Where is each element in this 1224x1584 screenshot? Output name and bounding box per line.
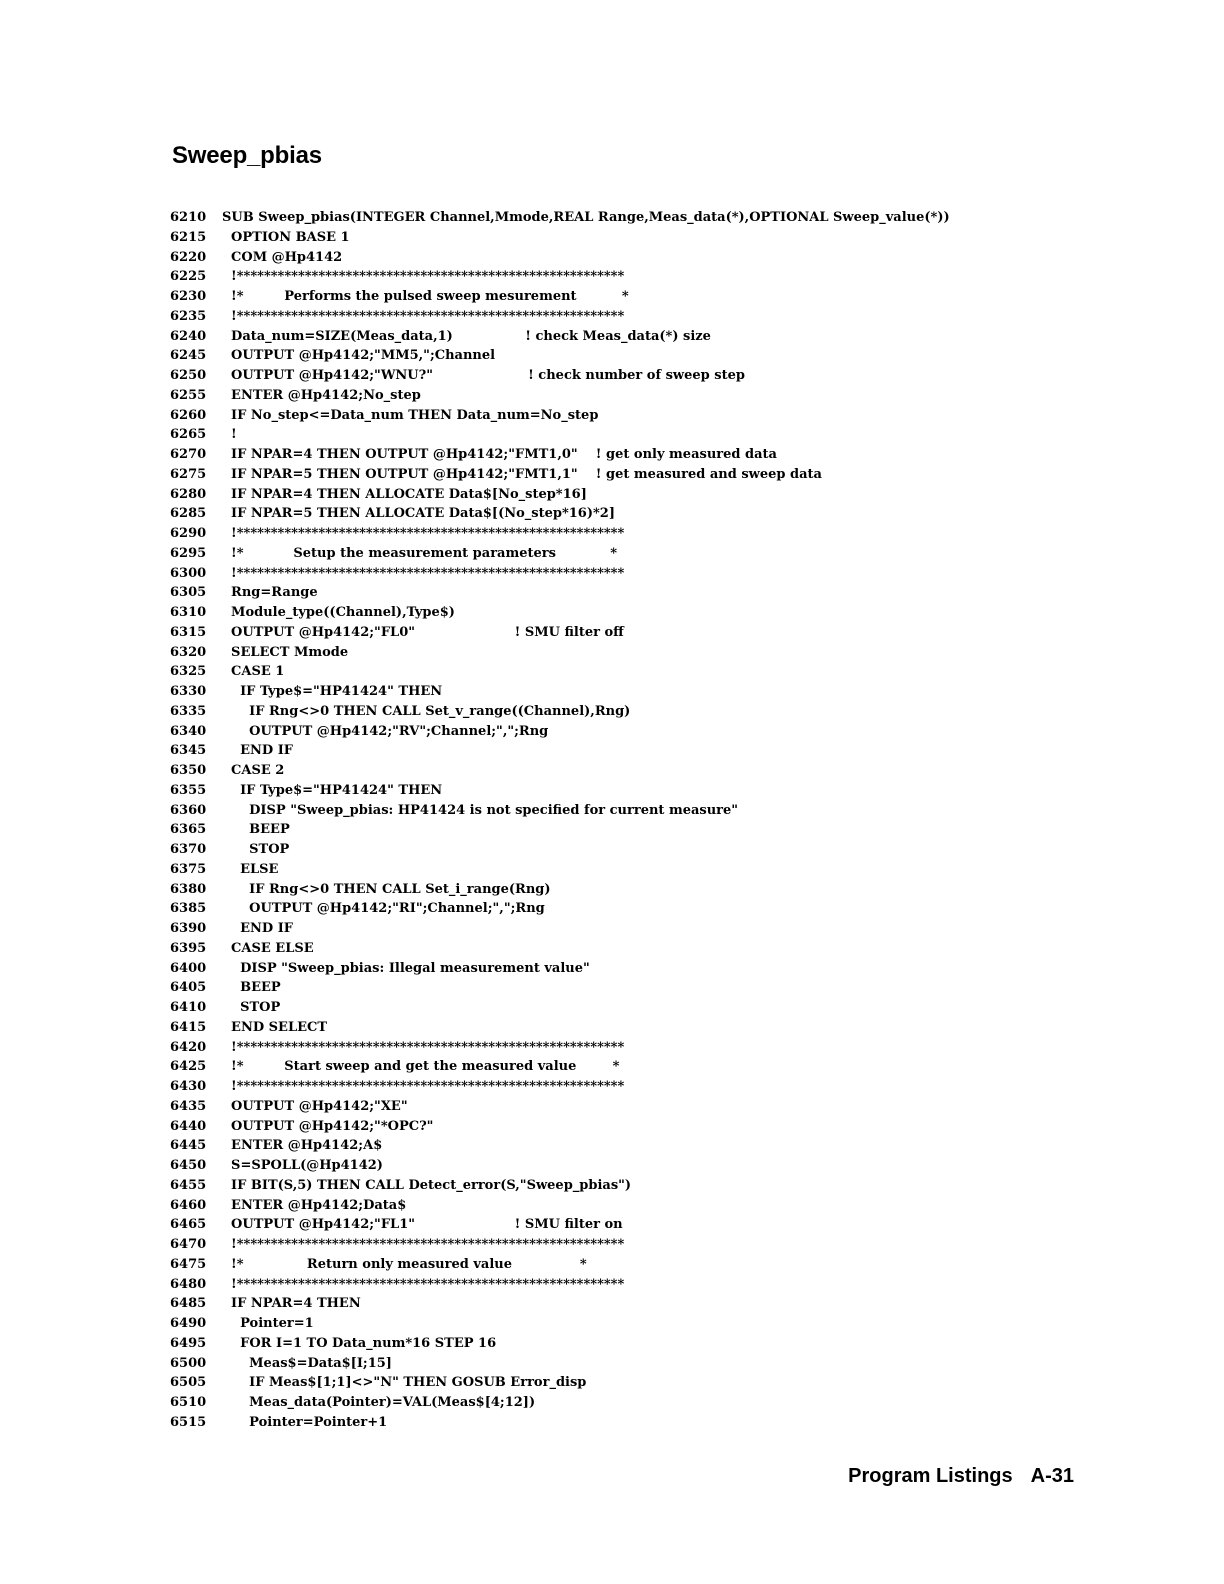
code-text: ENTER @Hp4142;No_step <box>222 387 421 403</box>
code-text: IF Meas$[1;1]<>"N" THEN GOSUB Error_disp <box>222 1375 587 1391</box>
footer-section-title: Program Listings <box>848 1465 1013 1487</box>
code-line <box>170 445 1130 465</box>
code-line <box>170 978 1130 998</box>
line-number: 6500 <box>170 1355 207 1371</box>
line-number: 6465 <box>170 1217 207 1233</box>
code-line <box>170 880 1130 900</box>
code-line <box>170 406 1130 426</box>
line-number: 6360 <box>170 802 207 818</box>
line-number: 6265 <box>170 427 207 443</box>
line-number: 6375 <box>170 861 207 877</box>
code-text: !* Setup the measurement parameters * <box>222 545 618 561</box>
code-text: !* Start sweep and get the measured value * <box>222 1059 620 1075</box>
line-number: 6495 <box>170 1335 207 1351</box>
line-number: 6510 <box>170 1395 207 1410</box>
line-number: 6280 <box>170 486 207 502</box>
code-line <box>170 1354 1130 1374</box>
code-text: !********************************************************* <box>222 1039 625 1055</box>
code-text: BEEP <box>222 980 281 996</box>
code-text: S=SPOLL(@Hp4142) <box>222 1158 383 1173</box>
code-line <box>170 287 1130 307</box>
code-text: IF Type$="HP41424" THEN <box>222 684 443 699</box>
line-number: 6470 <box>170 1237 207 1252</box>
line-number: 6415 <box>170 1019 207 1035</box>
code-text: IF NPAR=4 THEN ALLOCATE Data$[No_step*16] <box>222 486 587 502</box>
code-text: IF NPAR=4 THEN <box>222 1296 361 1312</box>
line-number: 6260 <box>170 407 207 423</box>
code-text: IF BIT(S,5) THEN CALL Detect_error(S,"Sweep_pbias") <box>222 1177 632 1193</box>
line-number: 6485 <box>170 1296 207 1312</box>
code-text: IF NPAR=4 THEN OUTPUT @Hp4142;"FMT1,0" ! get only measured data <box>222 447 777 462</box>
code-line <box>170 1215 1130 1235</box>
code-line <box>170 781 1130 801</box>
line-number: 6355 <box>170 782 207 798</box>
code-text: Pointer=1 <box>222 1316 314 1331</box>
line-number: 6450 <box>170 1158 207 1173</box>
code-line <box>170 959 1130 979</box>
line-number: 6490 <box>170 1316 207 1331</box>
line-number: 6420 <box>170 1039 207 1055</box>
line-number: 6230 <box>170 289 207 304</box>
code-text: CASE 2 <box>222 763 285 778</box>
code-text: ! <box>222 427 237 443</box>
code-text: FOR I=1 TO Data_num*16 STEP 16 <box>222 1335 497 1351</box>
code-text: !********************************************************* <box>222 1079 625 1094</box>
line-number: 6210 <box>170 210 207 225</box>
code-line <box>170 1255 1130 1275</box>
code-line <box>170 682 1130 702</box>
line-number: 6335 <box>170 703 207 719</box>
line-number: 6255 <box>170 387 207 403</box>
code-text: IF Rng<>0 THEN CALL Set_i_range(Rng) <box>222 881 551 897</box>
line-number: 6295 <box>170 545 207 561</box>
line-number: 6505 <box>170 1375 207 1391</box>
code-text: DISP "Sweep_pbias: HP41424 is not specified for current measure" <box>222 802 739 818</box>
code-line <box>170 564 1130 584</box>
code-text: Meas_data(Pointer)=VAL(Meas$[4;12]) <box>222 1395 536 1410</box>
code-line <box>170 998 1130 1018</box>
code-line <box>170 1018 1130 1038</box>
code-text: OUTPUT @Hp4142;"FL1" ! SMU filter on <box>222 1217 623 1233</box>
code-text: OUTPUT @Hp4142;"*OPC?" <box>222 1118 434 1134</box>
line-number: 6315 <box>170 624 207 640</box>
code-text: ENTER @Hp4142;Data$ <box>222 1197 407 1213</box>
code-line <box>170 801 1130 821</box>
code-line <box>170 465 1130 485</box>
line-number: 6300 <box>170 565 207 581</box>
code-line <box>170 248 1130 268</box>
line-number: 6425 <box>170 1059 207 1075</box>
page-footer <box>848 1462 1074 1490</box>
code-line <box>170 1097 1130 1117</box>
line-number: 6405 <box>170 980 207 996</box>
line-number: 6220 <box>170 249 207 265</box>
footer-page-number: A-31 <box>1030 1465 1074 1487</box>
code-line <box>170 840 1130 860</box>
code-text: CASE ELSE <box>222 940 314 956</box>
line-number: 6345 <box>170 743 207 759</box>
code-line <box>170 741 1130 761</box>
line-number: 6455 <box>170 1177 207 1193</box>
line-number: 6270 <box>170 447 207 462</box>
code-line <box>170 662 1130 682</box>
code-line <box>170 583 1130 603</box>
code-line <box>170 425 1130 445</box>
code-text: !********************************************************* <box>222 269 625 285</box>
line-number: 6370 <box>170 842 207 857</box>
code-text: IF NPAR=5 THEN ALLOCATE Data$[(No_step*16)*2] <box>222 506 615 522</box>
program-listing <box>170 208 1130 1433</box>
code-text: OUTPUT @Hp4142;"RI";Channel;",";Rng <box>222 901 545 917</box>
code-line <box>170 544 1130 564</box>
line-number: 6515 <box>170 1414 207 1430</box>
code-line <box>170 1196 1130 1216</box>
line-number: 6240 <box>170 328 207 344</box>
code-text: OPTION BASE 1 <box>222 229 350 245</box>
line-number: 6325 <box>170 664 207 680</box>
code-line <box>170 1235 1130 1255</box>
code-text: !* Performs the pulsed sweep mesurement * <box>222 289 629 304</box>
code-line <box>170 623 1130 643</box>
code-text: IF Rng<>0 THEN CALL Set_v_range((Channel),Rng) <box>222 703 631 719</box>
code-line <box>170 267 1130 287</box>
code-text: IF Type$="HP41424" THEN <box>222 782 443 798</box>
code-text: CASE 1 <box>222 664 285 680</box>
code-line <box>170 1038 1130 1058</box>
code-text: Data_num=SIZE(Meas_data,1) ! check Meas_data(*) size <box>222 328 711 344</box>
line-number: 6290 <box>170 526 207 541</box>
code-line <box>170 919 1130 939</box>
code-line <box>170 643 1130 663</box>
code-line <box>170 1393 1130 1413</box>
code-line <box>170 307 1130 327</box>
line-number: 6380 <box>170 881 207 897</box>
code-line <box>170 820 1130 840</box>
code-line <box>170 208 1130 228</box>
code-line <box>170 485 1130 505</box>
code-text: OUTPUT @Hp4142;"XE" <box>222 1098 408 1114</box>
code-text: DISP "Sweep_pbias: Illegal measurement value" <box>222 960 590 976</box>
code-text: STOP <box>222 842 290 857</box>
code-text: !* Return only measured value * <box>222 1256 587 1272</box>
code-text: SUB Sweep_pbias(INTEGER Channel,Mmode,REAL Range,Meas_data(*),OPTIONAL Sweep_value(*)) <box>222 210 950 225</box>
code-text: OUTPUT @Hp4142;"WNU?" ! check number of sweep step <box>222 368 745 383</box>
line-number: 6430 <box>170 1079 207 1094</box>
code-line <box>170 1294 1130 1314</box>
line-number: 6305 <box>170 585 207 601</box>
line-number: 6385 <box>170 901 207 917</box>
line-number: 6250 <box>170 368 207 383</box>
code-line <box>170 1117 1130 1137</box>
code-line <box>170 939 1130 959</box>
code-line <box>170 1077 1130 1097</box>
line-number: 6285 <box>170 506 207 522</box>
code-line <box>170 504 1130 524</box>
code-line <box>170 366 1130 386</box>
code-line <box>170 1275 1130 1295</box>
code-text: COM @Hp4142 <box>222 249 343 265</box>
line-number: 6395 <box>170 940 207 956</box>
code-line <box>170 1413 1130 1433</box>
code-text: OUTPUT @Hp4142;"MM5,";Channel <box>222 348 496 364</box>
code-text: Meas$=Data$[I;15] <box>222 1355 392 1371</box>
line-number: 6215 <box>170 229 207 245</box>
page-title: Sweep_pbias <box>172 142 322 169</box>
line-number: 6390 <box>170 921 207 936</box>
code-text: Module_type((Channel),Type$) <box>222 605 455 620</box>
line-number: 6365 <box>170 822 207 838</box>
code-line <box>170 524 1130 544</box>
code-text: Rng=Range <box>222 585 318 601</box>
line-number: 6445 <box>170 1138 207 1154</box>
code-line <box>170 899 1130 919</box>
line-number: 6435 <box>170 1098 207 1114</box>
code-text: END IF <box>222 743 294 759</box>
code-line <box>170 1334 1130 1354</box>
line-number: 6410 <box>170 1000 207 1015</box>
line-number: 6460 <box>170 1197 207 1213</box>
code-text: ELSE <box>222 861 279 877</box>
line-number: 6225 <box>170 269 207 285</box>
code-line <box>170 346 1130 366</box>
code-text: IF NPAR=5 THEN OUTPUT @Hp4142;"FMT1,1" ! get measured and sweep data <box>222 466 822 482</box>
code-text: STOP <box>222 1000 281 1015</box>
line-number: 6400 <box>170 960 207 976</box>
line-number: 6340 <box>170 723 207 739</box>
code-text: IF No_step<=Data_num THEN Data_num=No_step <box>222 407 599 423</box>
code-text: BEEP <box>222 822 290 838</box>
code-line <box>170 603 1130 623</box>
code-text: OUTPUT @Hp4142;"FL0" ! SMU filter off <box>222 624 624 640</box>
code-line <box>170 1156 1130 1176</box>
code-line <box>170 860 1130 880</box>
code-line <box>170 1057 1130 1077</box>
line-number: 6275 <box>170 466 207 482</box>
code-text: Pointer=Pointer+1 <box>222 1414 388 1430</box>
code-line <box>170 761 1130 781</box>
line-number: 6320 <box>170 644 207 660</box>
line-number: 6350 <box>170 763 207 778</box>
code-text: !********************************************************* <box>222 565 625 581</box>
code-text: !********************************************************* <box>222 1237 625 1252</box>
code-line <box>170 722 1130 742</box>
code-text: END IF <box>222 921 294 936</box>
line-number: 6330 <box>170 684 207 699</box>
line-number: 6235 <box>170 308 207 324</box>
code-text: OUTPUT @Hp4142;"RV";Channel;",";Rng <box>222 723 549 739</box>
code-text: SELECT Mmode <box>222 644 349 660</box>
code-line <box>170 702 1130 722</box>
code-text: END SELECT <box>222 1019 328 1035</box>
code-text: !********************************************************* <box>222 1276 625 1292</box>
code-line <box>170 1314 1130 1334</box>
code-text: !********************************************************* <box>222 526 625 541</box>
code-line <box>170 386 1130 406</box>
line-number: 6310 <box>170 605 207 620</box>
code-line <box>170 228 1130 248</box>
code-text: ENTER @Hp4142;A$ <box>222 1138 383 1154</box>
line-number: 6440 <box>170 1118 207 1134</box>
code-line <box>170 327 1130 347</box>
line-number: 6245 <box>170 348 207 364</box>
code-line <box>170 1136 1130 1156</box>
line-number: 6480 <box>170 1276 207 1292</box>
code-line <box>170 1373 1130 1393</box>
code-text: !********************************************************* <box>222 308 625 324</box>
code-line <box>170 1176 1130 1196</box>
line-number: 6475 <box>170 1256 207 1272</box>
